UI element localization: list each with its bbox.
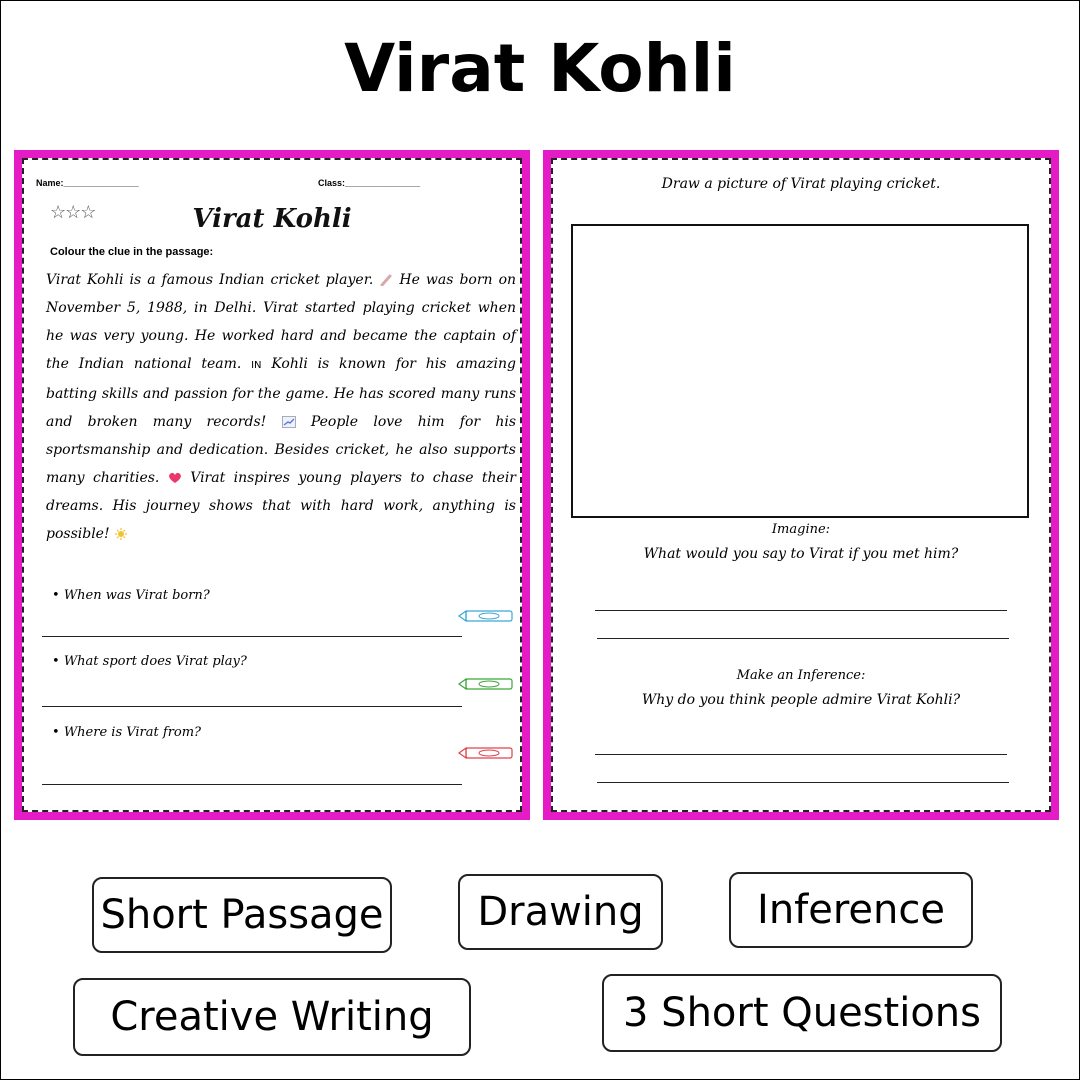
passage-sentence-4: People love him for his sportsmanship and dedication. Besides cricket, he also supports many charities. (46, 414, 517, 486)
page-title: Virat Kohli (344, 30, 736, 107)
rating-stars-icon: ☆☆☆ (50, 202, 96, 222)
worksheet-dashed-border (551, 158, 1051, 812)
red-crayon-icon (458, 745, 516, 761)
question-1-text: When was Virat born? (63, 588, 210, 603)
answer-line-2[interactable] (42, 706, 462, 707)
drawing-tag: Drawing (458, 874, 663, 950)
inference-heading: Make an Inference: (736, 668, 866, 683)
imagine-answer-line-2[interactable] (597, 638, 1009, 639)
answer-line-3[interactable] (42, 784, 462, 785)
drawing-prompt: Draw a picture of Virat playing cricket. (661, 176, 941, 192)
sun-icon (114, 528, 128, 540)
passage-instruction: Colour the clue in the passage: (50, 246, 214, 258)
blue-crayon-icon (458, 608, 516, 624)
short-passage-tag: Short Passage (92, 877, 392, 953)
heart-icon (168, 472, 182, 484)
inference-answer-line-1[interactable] (595, 754, 1007, 755)
passage-sentence-1: Virat Kohli is a famous Indian cricket player. (46, 272, 374, 288)
india-flag-icon: IN (251, 360, 262, 371)
drawing-box[interactable] (571, 224, 1029, 518)
question-3-text: Where is Virat from? (63, 725, 202, 740)
worksheet-title: Virat Kohli (192, 204, 352, 234)
question-3: • Where is Virat from? (52, 725, 202, 740)
class-field-label: Class:_______________ (318, 178, 421, 188)
reading-passage (46, 266, 516, 548)
reading-worksheet-preview (14, 150, 530, 820)
inference-answer-line-2[interactable] (597, 782, 1009, 783)
green-crayon-icon (458, 676, 516, 692)
answer-line-1[interactable] (42, 636, 462, 637)
chart-increasing-icon (282, 416, 296, 428)
cricket-bat-icon (379, 274, 393, 286)
drawing-worksheet-preview (543, 150, 1059, 820)
question-2-text: What sport does Virat play? (63, 654, 247, 669)
creative-writing-tag: Creative Writing (73, 978, 471, 1056)
short-questions-tag: 3 Short Questions (602, 974, 1002, 1052)
passage-sentence-2: He was born on November 5, 1988, in Delhi. Virat started playing cricket when he was very young. He worked hard and became the captain of the Indian national team. (46, 272, 517, 372)
inference-question: Why do you think people admire Virat Kohli? (641, 692, 961, 708)
imagine-heading: Imagine: (771, 522, 831, 537)
question-1: • When was Virat born? (52, 588, 210, 603)
passage-sentence-3: Kohli is known for his amazing batting skills and passion for the game. He has scored many runs and broken many records! (46, 356, 517, 430)
imagine-answer-line-1[interactable] (595, 610, 1007, 611)
worksheet-dashed-border (22, 158, 522, 812)
question-2: • What sport does Virat play? (52, 654, 247, 669)
inference-tag: Inference (729, 872, 973, 948)
imagine-question: What would you say to Virat if you met him? (643, 546, 959, 562)
passage-sentence-5: Virat inspires young players to chase their dreams. His journey shows that with hard work, anything is possible! (46, 470, 516, 542)
name-field-label: Name:_______________ (36, 178, 139, 188)
